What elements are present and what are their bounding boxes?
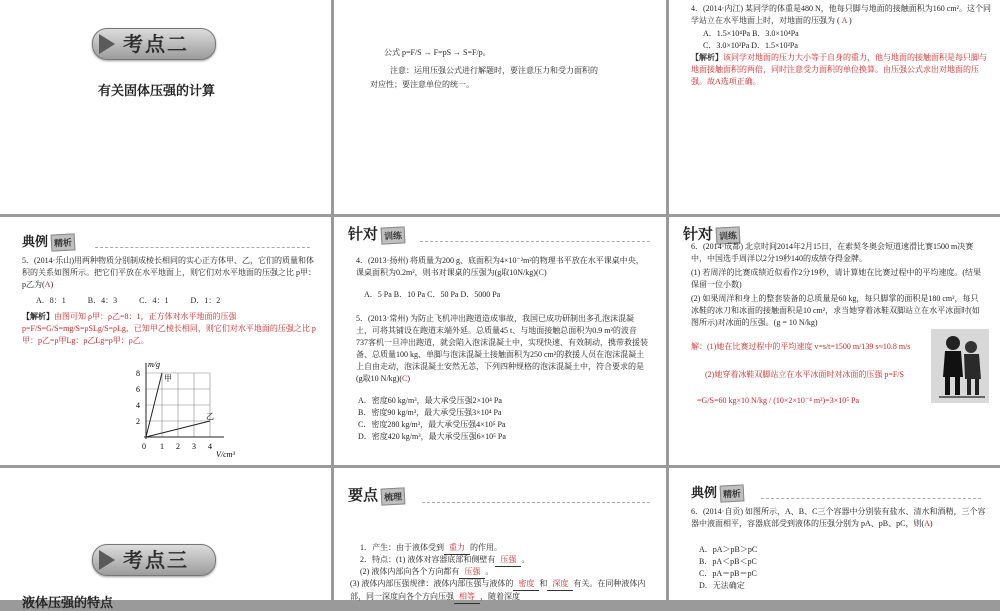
section-title: 有关固体压强的计算 — [98, 84, 216, 99]
header-label: 要点 — [348, 486, 379, 504]
option-b: B．密度90 kg/m³，最大承受压强3×10⁴ Pa — [358, 408, 502, 417]
blank-answer: 压强 — [495, 554, 521, 567]
kaodian-badge — [92, 28, 216, 60]
kaodian-badge — [92, 544, 216, 576]
slide-5 — [334, 217, 666, 465]
play-arrow-icon — [99, 550, 115, 570]
answer-line-1: 解：(1)她在比赛过程中的平均速度 v=s/t=1500 m/139 s≈10.8 m/s — [691, 342, 911, 351]
question-text: 4．(2014·内江) 某同学的体重是480 N，他每只脚与地面的接触面积为160 cm²。这个同学站立在水平地面上时，对地面的压强为 ( — [691, 4, 991, 25]
question-6-part-2: (2) 如果周洋和身上的整套装备的总质量是60 kg，每只脚掌的面积是180 cm²，每只冰鞋的冰刀和冰面的接触面积是10 cm²，求当她穿着冰鞋双脚站立在水平冰面时(如图所示)对冰面的压强。(g = 10 N/kg) — [691, 294, 980, 327]
skater-photo — [931, 329, 989, 403]
answer: A — [44, 280, 51, 289]
question-6 — [691, 506, 991, 530]
option-c: C．4：1 — [139, 296, 169, 305]
answer-line-3: =G/S=60 kg×10 N/kg / (10×2×10⁻⁴ m²)=3×10⁵ Pa — [697, 396, 860, 405]
blank-answer: 深度 — [547, 578, 573, 591]
explanation-text: 该同学对地面的压力大小等于自身的重力，他与地面的接触面积是每只脚与地面接触面积的两倍，同时注意受力面积的单位换算。由压强公式求出对地面的压强。故A选项正确。 — [691, 53, 987, 86]
question-5 — [22, 255, 317, 291]
option-d: D．无法确定 — [699, 581, 745, 590]
paren-close: ) — [407, 374, 411, 383]
option-c: C．密度280 kg/m³，最大承受压强4×10⁵ Pa — [358, 420, 506, 429]
header-tag: 梳理 — [381, 487, 406, 505]
badge-label: 考点三 — [123, 548, 189, 572]
question-4 — [356, 255, 646, 279]
option-b: B．4：3 — [87, 296, 118, 305]
y-tick-6: 6 — [136, 385, 140, 394]
y-tick-8: 8 — [136, 369, 140, 378]
answer: C — [538, 268, 544, 277]
text: 。 — [485, 567, 494, 576]
header-divider — [420, 241, 650, 242]
question-4-options: A．5 Pa B．10 Pa C．50 Pa D．5000 Pa — [364, 290, 501, 299]
mass-volume-chart — [128, 357, 278, 465]
question-6-part-1: (1) 若周洋的比赛成绩近似看作2分19秒，请计算她在比赛过程中的平均速度。(结果保留一位小数) — [691, 268, 981, 289]
play-arrow-icon — [99, 34, 115, 54]
text: 。 — [521, 555, 530, 564]
explanation-label: 【解析】 — [691, 53, 723, 62]
answer: A — [841, 16, 848, 25]
options-row-1: A．1.5×10⁴Pa B．3.0×10⁴Pa — [703, 29, 799, 38]
note-line-1: 注意：运用压强公式进行解题时，要注意压力和受力面积的 — [390, 66, 598, 75]
explanation — [22, 311, 317, 347]
slide-6 — [669, 217, 1000, 465]
blank-answer: 压强 — [459, 566, 485, 579]
badge-label: 考点二 — [123, 32, 189, 56]
y-axis-label: m/g — [148, 360, 160, 369]
blank-answer: 重力 — [444, 542, 470, 555]
option-a: A．密度60 kg/m³，最大承受压强2×10⁴ Pa — [358, 396, 502, 405]
question-text: 5．(2014·乐山)用两种物质分别制成棱长相同的实心正方体甲、乙，它们的质量和体积的关系如图所示。把它们平放在水平地面上，则它们对水平地面的压强之比 p甲：p乙为( — [22, 256, 316, 289]
answer-line-2: (2)她穿着冰鞋双脚站立在水平冰面时对冰面的压强 p=F/S — [705, 370, 904, 379]
text: 的作用。 — [470, 543, 502, 552]
x-tick-3: 3 — [192, 442, 196, 451]
explanation-label: 【解析】 — [22, 312, 54, 321]
question-text: 4．(2013·扬州) 将质量为200 g、底面积为4×10⁻²m²的物理书平放在水平课桌中央，课桌面积为0.2m²，则书对课桌的压强为(g取10N/kg)( — [356, 256, 644, 277]
header-tag: 训练 — [716, 226, 741, 244]
x-tick-1: 1 — [160, 442, 164, 451]
option-d: D．1：2 — [190, 296, 221, 305]
header-tag: 精析 — [51, 233, 76, 251]
slide-4 — [0, 217, 331, 465]
point-4 — [350, 578, 660, 604]
slide-2 — [334, 0, 666, 214]
paren-close: ) — [50, 280, 54, 289]
header-divider — [95, 247, 310, 248]
header-label: 针对 — [348, 225, 379, 243]
header-divider — [761, 498, 981, 499]
blank-answer: 密度 — [513, 578, 539, 591]
section-title: 液体压强的特点 — [22, 596, 114, 611]
option-c: C．pA＝pB＝pC — [699, 569, 757, 578]
header-label: 典例 — [691, 486, 718, 501]
x-tick-0: 0 — [142, 442, 146, 451]
section-header — [348, 484, 405, 505]
question-5-options — [358, 395, 506, 443]
text: 和 — [539, 579, 548, 588]
label-jia: 甲 — [164, 374, 172, 383]
question-text: 6．(2014·自贡) 如图所示，A、B、C三个容器中分别装有盐水、清水和酒精，三个容器中液面相平，容器底部受到液体的压强分别为 pA、pB、pC，则( — [691, 507, 986, 528]
x-tick-4: 4 — [208, 442, 212, 451]
question-6: 6．(2014·成都) 北京时间2014年2月15日，在索契冬奥会短道速滑比赛1500 m决赛中，中国选手周洋以2分19秒140的成绩夺得金牌。 — [691, 242, 974, 263]
slide-1 — [0, 0, 331, 214]
text: ，随着深度 — [480, 592, 520, 601]
y-tick-4: 4 — [136, 401, 140, 410]
header-tag: 训练 — [381, 226, 406, 244]
x-tick-2: 2 — [176, 442, 180, 451]
header-label: 针对 — [683, 225, 714, 243]
option-a: A．8：1 — [36, 296, 66, 305]
paren-close: ) — [929, 519, 933, 528]
option-b: B．pA＜pB＜pC — [699, 557, 757, 566]
header-tag: 精析 — [720, 484, 745, 502]
grid — [146, 373, 210, 437]
options — [36, 295, 242, 307]
slide-8 — [334, 468, 666, 600]
section-header — [691, 482, 744, 502]
question-4 — [691, 3, 991, 27]
note-line-2: 对应性；要注意单位的统一。 — [370, 80, 474, 89]
text: 1．产生：由于液体受到 — [360, 543, 444, 552]
y-tick-2: 2 — [136, 417, 140, 426]
options — [699, 544, 757, 592]
question-text: 5．(2013·常州) 为防止飞机冲出跑道造成事故，我国已成功研制出多孔泡沫混凝土，可将其铺设在跑道末端外延。总质量45 t、与地面接触总面积为0.9 m²的波音737客机一旦冲出跑道，就会陷入泡沫混凝土中，实现快速、有效制动，携带救援装备、总质量100 kg、单脚与泡沫混凝土接触面积为250 cm²的救援人员在泡沫混凝土上自由走动，泡沫混凝土安然无恙，下列四种规格的泡沫混凝土中，符合要求的是(g取10 N/kg)( — [356, 314, 648, 383]
text: 2．特点：(1) 液体对容器底部和侧壁有 — [360, 555, 496, 564]
answer: C — [402, 374, 408, 383]
x-axis-label: V/cm³ — [216, 450, 235, 459]
slide-3 — [669, 0, 1000, 214]
answer: A — [924, 519, 930, 528]
header-label: 典例 — [22, 235, 49, 250]
section-header — [348, 223, 405, 244]
label-yi: 乙 — [206, 412, 214, 421]
formula-text: 公式 p=F/S → F=pS → S=F/p。 — [384, 48, 491, 57]
section-header — [22, 231, 75, 251]
paren-close: ) — [543, 268, 547, 277]
text: 有关。在同种液体内部，同一深度向各个方向压强 — [350, 579, 646, 601]
options-row-2: C．3.0×10²Pa D．1.5×10²Pa — [703, 41, 798, 50]
blank-answer: 相等 — [454, 591, 480, 604]
option-d: D．密度420 kg/m³，最大承受压强6×10⁵ Pa — [358, 432, 506, 441]
slide-7 — [0, 468, 331, 611]
paren-close: ) — [849, 16, 852, 25]
explanation — [691, 52, 991, 88]
question-5 — [356, 313, 648, 385]
text: (2) 液体内部向各个方向都有 — [360, 567, 460, 576]
slide-9 — [669, 468, 1000, 600]
option-a: A．pA＞pB＞pC — [699, 545, 758, 554]
explanation-text: 由图可知 ρ甲：ρ乙=8：1，正方体对水平地面的压强 p=F/S=G/S=mg/S=ρSLg/S=ρLg，已知甲乙棱长相同，则它们对水平地面的压强之比 p甲：p乙=ρ甲Lg：ρ乙Lg=ρ甲：ρ乙。 — [22, 312, 316, 345]
header-divider — [422, 502, 650, 503]
text: (3) 液体内部压强规律：液体内部压强与液体的 — [350, 579, 514, 588]
